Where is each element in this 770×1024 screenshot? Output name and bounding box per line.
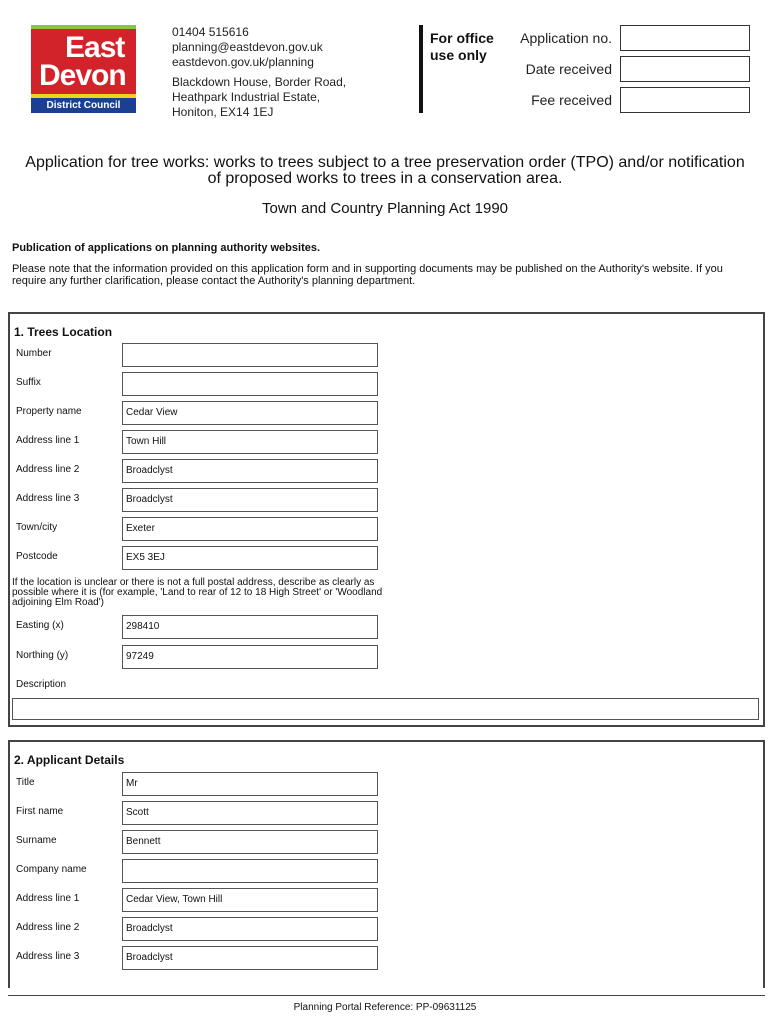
application-no-box[interactable] — [620, 25, 750, 51]
publication-heading: Publication of applications on planning authority websites. — [12, 242, 321, 254]
publication-text: Please note that the information provided on this application form and in supporting documents may be published on the Authority's website. If you require any further clarification, please contact the Authority's planning department. — [12, 263, 723, 287]
field-label: Company name — [16, 864, 87, 875]
easting-field[interactable]: 298410 — [122, 615, 378, 639]
field-label: Number — [16, 348, 52, 359]
logo-word-devon: Devon — [39, 59, 126, 92]
contact-address-3: Honiton, EX14 1EJ — [172, 105, 274, 119]
northing-field[interactable]: 97249 — [122, 645, 378, 669]
address-line-2-field[interactable]: Broadclyst — [122, 459, 378, 483]
description-field[interactable] — [12, 698, 759, 720]
section-applicant-details — [8, 740, 765, 988]
field-label: Northing (y) — [16, 650, 69, 661]
contact-email: planning@eastdevon.gov.uk — [172, 40, 323, 54]
property-name-field[interactable]: Cedar View — [122, 401, 378, 425]
title-field[interactable]: Mr — [122, 772, 378, 796]
office-divider — [419, 25, 423, 113]
field-label: Title — [16, 777, 35, 788]
field-label: First name — [16, 806, 64, 817]
field-label: Address line 3 — [16, 951, 80, 962]
contact-web: eastdevon.gov.uk/planning — [172, 55, 314, 69]
field-label: Postcode — [16, 551, 58, 562]
field-label: Town/city — [16, 522, 58, 533]
address-line-1-field[interactable]: Town Hill — [122, 430, 378, 454]
planning-portal-reference: Planning Portal Reference: PP-09631125 — [293, 1002, 477, 1013]
fee-received-box[interactable] — [620, 87, 750, 113]
address-line-3-field[interactable]: Broadclyst — [122, 488, 378, 512]
footer-divider — [8, 995, 765, 996]
form-title: Application for tree works: works to trees subject to a tree preservation order (TPO) and/or notification of proposed works to trees in a conservation area. — [25, 154, 745, 187]
applicant-address-line-3-field[interactable]: Broadclyst — [122, 946, 378, 970]
contact-address-2: Heathpark Industrial Estate, — [172, 90, 321, 104]
field-label: Address line 2 — [16, 464, 80, 475]
field-label: Description — [16, 679, 67, 690]
company-name-field[interactable] — [122, 859, 378, 883]
field-label: Surname — [16, 835, 57, 846]
surname-field[interactable]: Bennett — [122, 830, 378, 854]
logo-subtitle: District Council — [46, 100, 121, 111]
section-heading: 1. Trees Location — [14, 325, 113, 339]
field-label: Address line 2 — [16, 922, 80, 933]
date-received-label: Date received — [525, 61, 612, 77]
suffix-field[interactable] — [122, 372, 378, 396]
field-label: Suffix — [16, 377, 41, 388]
logo-word-east: East — [65, 31, 125, 64]
applicant-address-line-1-field[interactable]: Cedar View, Town Hill — [122, 888, 378, 912]
office-fee-received — [470, 87, 750, 113]
fee-received-label: Fee received — [531, 92, 612, 108]
location-note: If the location is unclear or there is not a full postal address, describe as clearly as possible where it is (for example, 'Land to rear of 12 to 18 High Street' or 'Woodland adjoining Elm Road') — [12, 577, 383, 608]
council-contact — [172, 25, 346, 120]
number-field[interactable] — [122, 343, 378, 367]
section-heading: 2. Applicant Details — [14, 753, 125, 767]
postcode-field[interactable]: EX5 3EJ — [122, 546, 378, 570]
form-act: Town and Country Planning Act 1990 — [262, 200, 508, 217]
office-use-label: For office use only — [430, 30, 494, 63]
field-label: Address line 1 — [16, 435, 80, 446]
field-label: Address line 3 — [16, 493, 80, 504]
applicant-address-line-2-field[interactable]: Broadclyst — [122, 917, 378, 941]
office-application-no — [470, 25, 750, 51]
date-received-box[interactable] — [620, 56, 750, 82]
field-label: Property name — [16, 406, 82, 417]
contact-phone: 01404 515616 — [172, 25, 249, 39]
east-devon-logo — [31, 25, 136, 113]
town-city-field[interactable]: Exeter — [122, 517, 378, 541]
section-trees-location — [8, 312, 765, 727]
application-no-label: Application no. — [520, 30, 612, 46]
field-label: Easting (x) — [16, 620, 64, 631]
field-label: Address line 1 — [16, 893, 80, 904]
contact-address-1: Blackdown House, Border Road, — [172, 75, 347, 89]
first-name-field[interactable]: Scott — [122, 801, 378, 825]
office-date-received — [470, 56, 750, 82]
